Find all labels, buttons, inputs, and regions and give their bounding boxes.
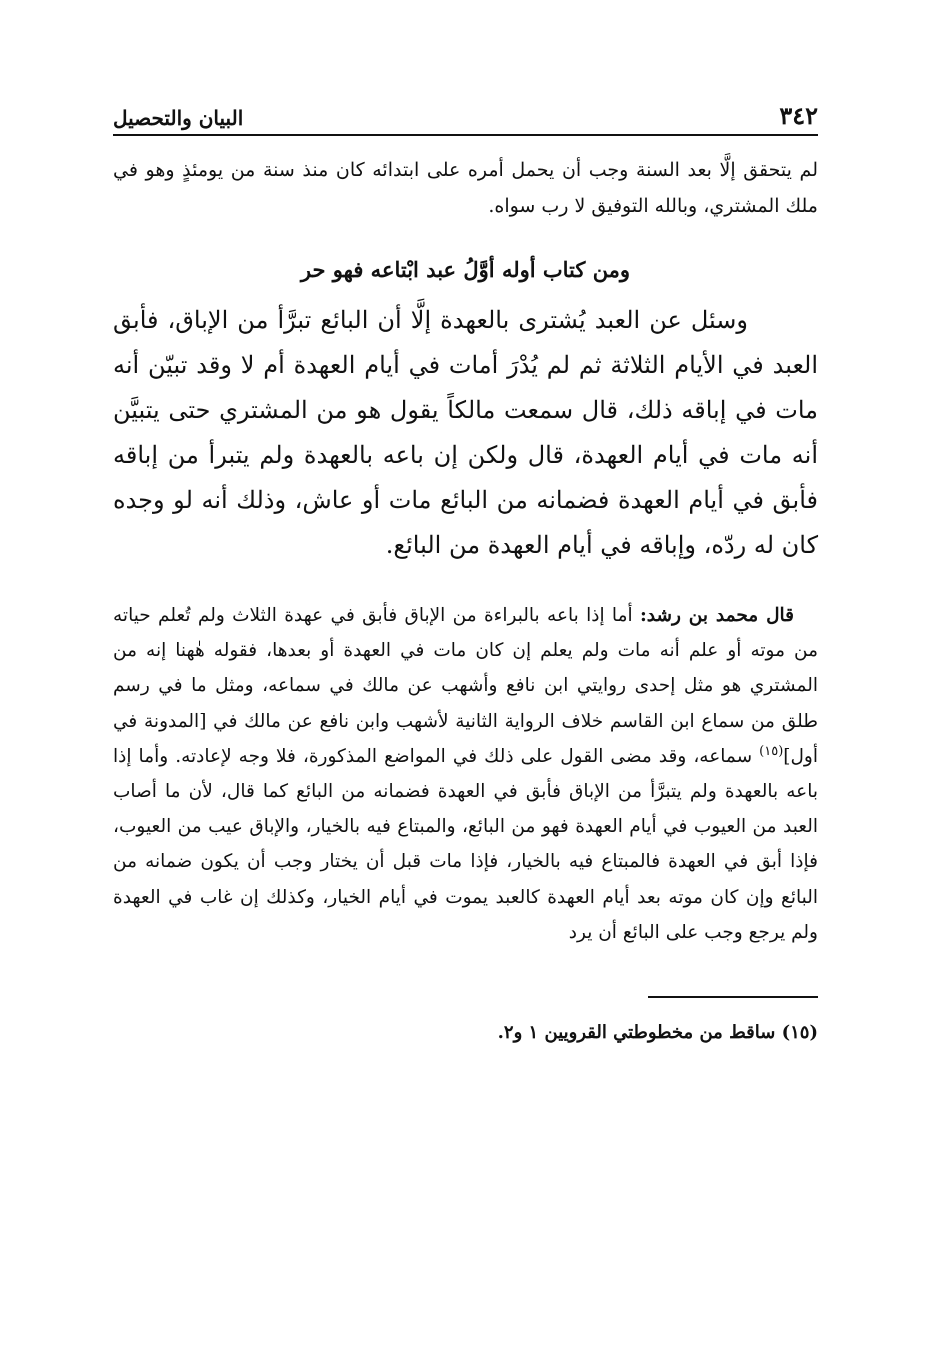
footnote-divider [648,996,818,998]
running-header [113,90,818,136]
commentary-part-2: سماعه، وقد مضى القول على ذلك في المواضع المذكورة، فلا وجه لإعادته. وأما إذا باعه بالعهدة ولم يتبرَّأ من الإباق فأبق في العهدة فضمانه من البائع كما قال، لأن ما أصاب العبد من العيوب في أيام العهدة فهو من البائع، والمبتاع فيه بالخيار، والإباق عيب من العيوب، فإذا أبق في العهدة فالمبتاع فيه بالخيار، فإذا مات قبل أن يختار وجب أن يكون ضمانه من البائع وإن كان موته بعد أيام العهدة كالعبد يموت في أيام الخيار، وكذلك إن غاب في العهدة ولم يرجع وجب على البائع أن يرد [113,745,818,943]
question-text: وسئل عن العبد يُشترى بالعهدة إلَّا أن البائع تبرَّأ من الإباق، فأبق العبد في الأيام الثلاثة ثم لم يُدْرَ أمات في أيام العهدة أم لا وقد تبيّن أنه مات في إباقه ذلك، قال سمعت مالكاً يقول هو من المشتري حتى يتبيَّن أنه مات في أيام العهدة، قال ولكن إن باعه بالعهدة ولم يتبرأ من إباقه فأبق في أيام العهدة فضمانه من البائع مات أو عاش، وذلك أنه لو وجده كان له ردّه، وإباقه في أيام العهدة من البائع. [113,306,818,559]
commentary-part-1: أما إذا باعه بالبراءة من الإباق فأبق في عهدة الثلاث ولم تُعلم حياته من موته أو علم أنه مات ولم يعلم إن كان مات في العهدة أو بعدها، فقوله هٰهنا إنه من المشتري هو مثل إحدى روايتي ابن نافع وأشهب عن مالك في سماعه، ومثل ما في رسم طلق من سماع ابن القاسم خلاف الرواية الثانية لأشهب وابن نافع عن مالك في [المدونة في أول] [113,605,818,767]
intro-text: لم يتحقق إلَّا بعد السنة وجب أن يحمل أمره على ابتدائه كان منذ سنة من يومئذٍ وهو في ملك المشتري، وبالله التوفيق لا رب سواه. [113,159,818,217]
footnote-reference: (١٥) [759,743,784,759]
commentary-text [113,598,818,950]
book-page [113,90,818,1290]
footnote: (١٥) ساقط من مخطوطتي القرويين ١ و٢. [497,1022,818,1044]
section-heading: ومن كتاب أوله أوَّلُ عبد ابْتاعه فهو حر [300,257,631,282]
commentary-speaker: قال محمد بن رشد: [639,605,794,626]
page-number: ٣٤٢ [779,101,818,130]
commentary-paragraph [113,598,818,950]
question-paragraph [113,298,818,568]
book-title: البيان والتحصيل [113,106,244,130]
intro-paragraph [113,152,818,224]
